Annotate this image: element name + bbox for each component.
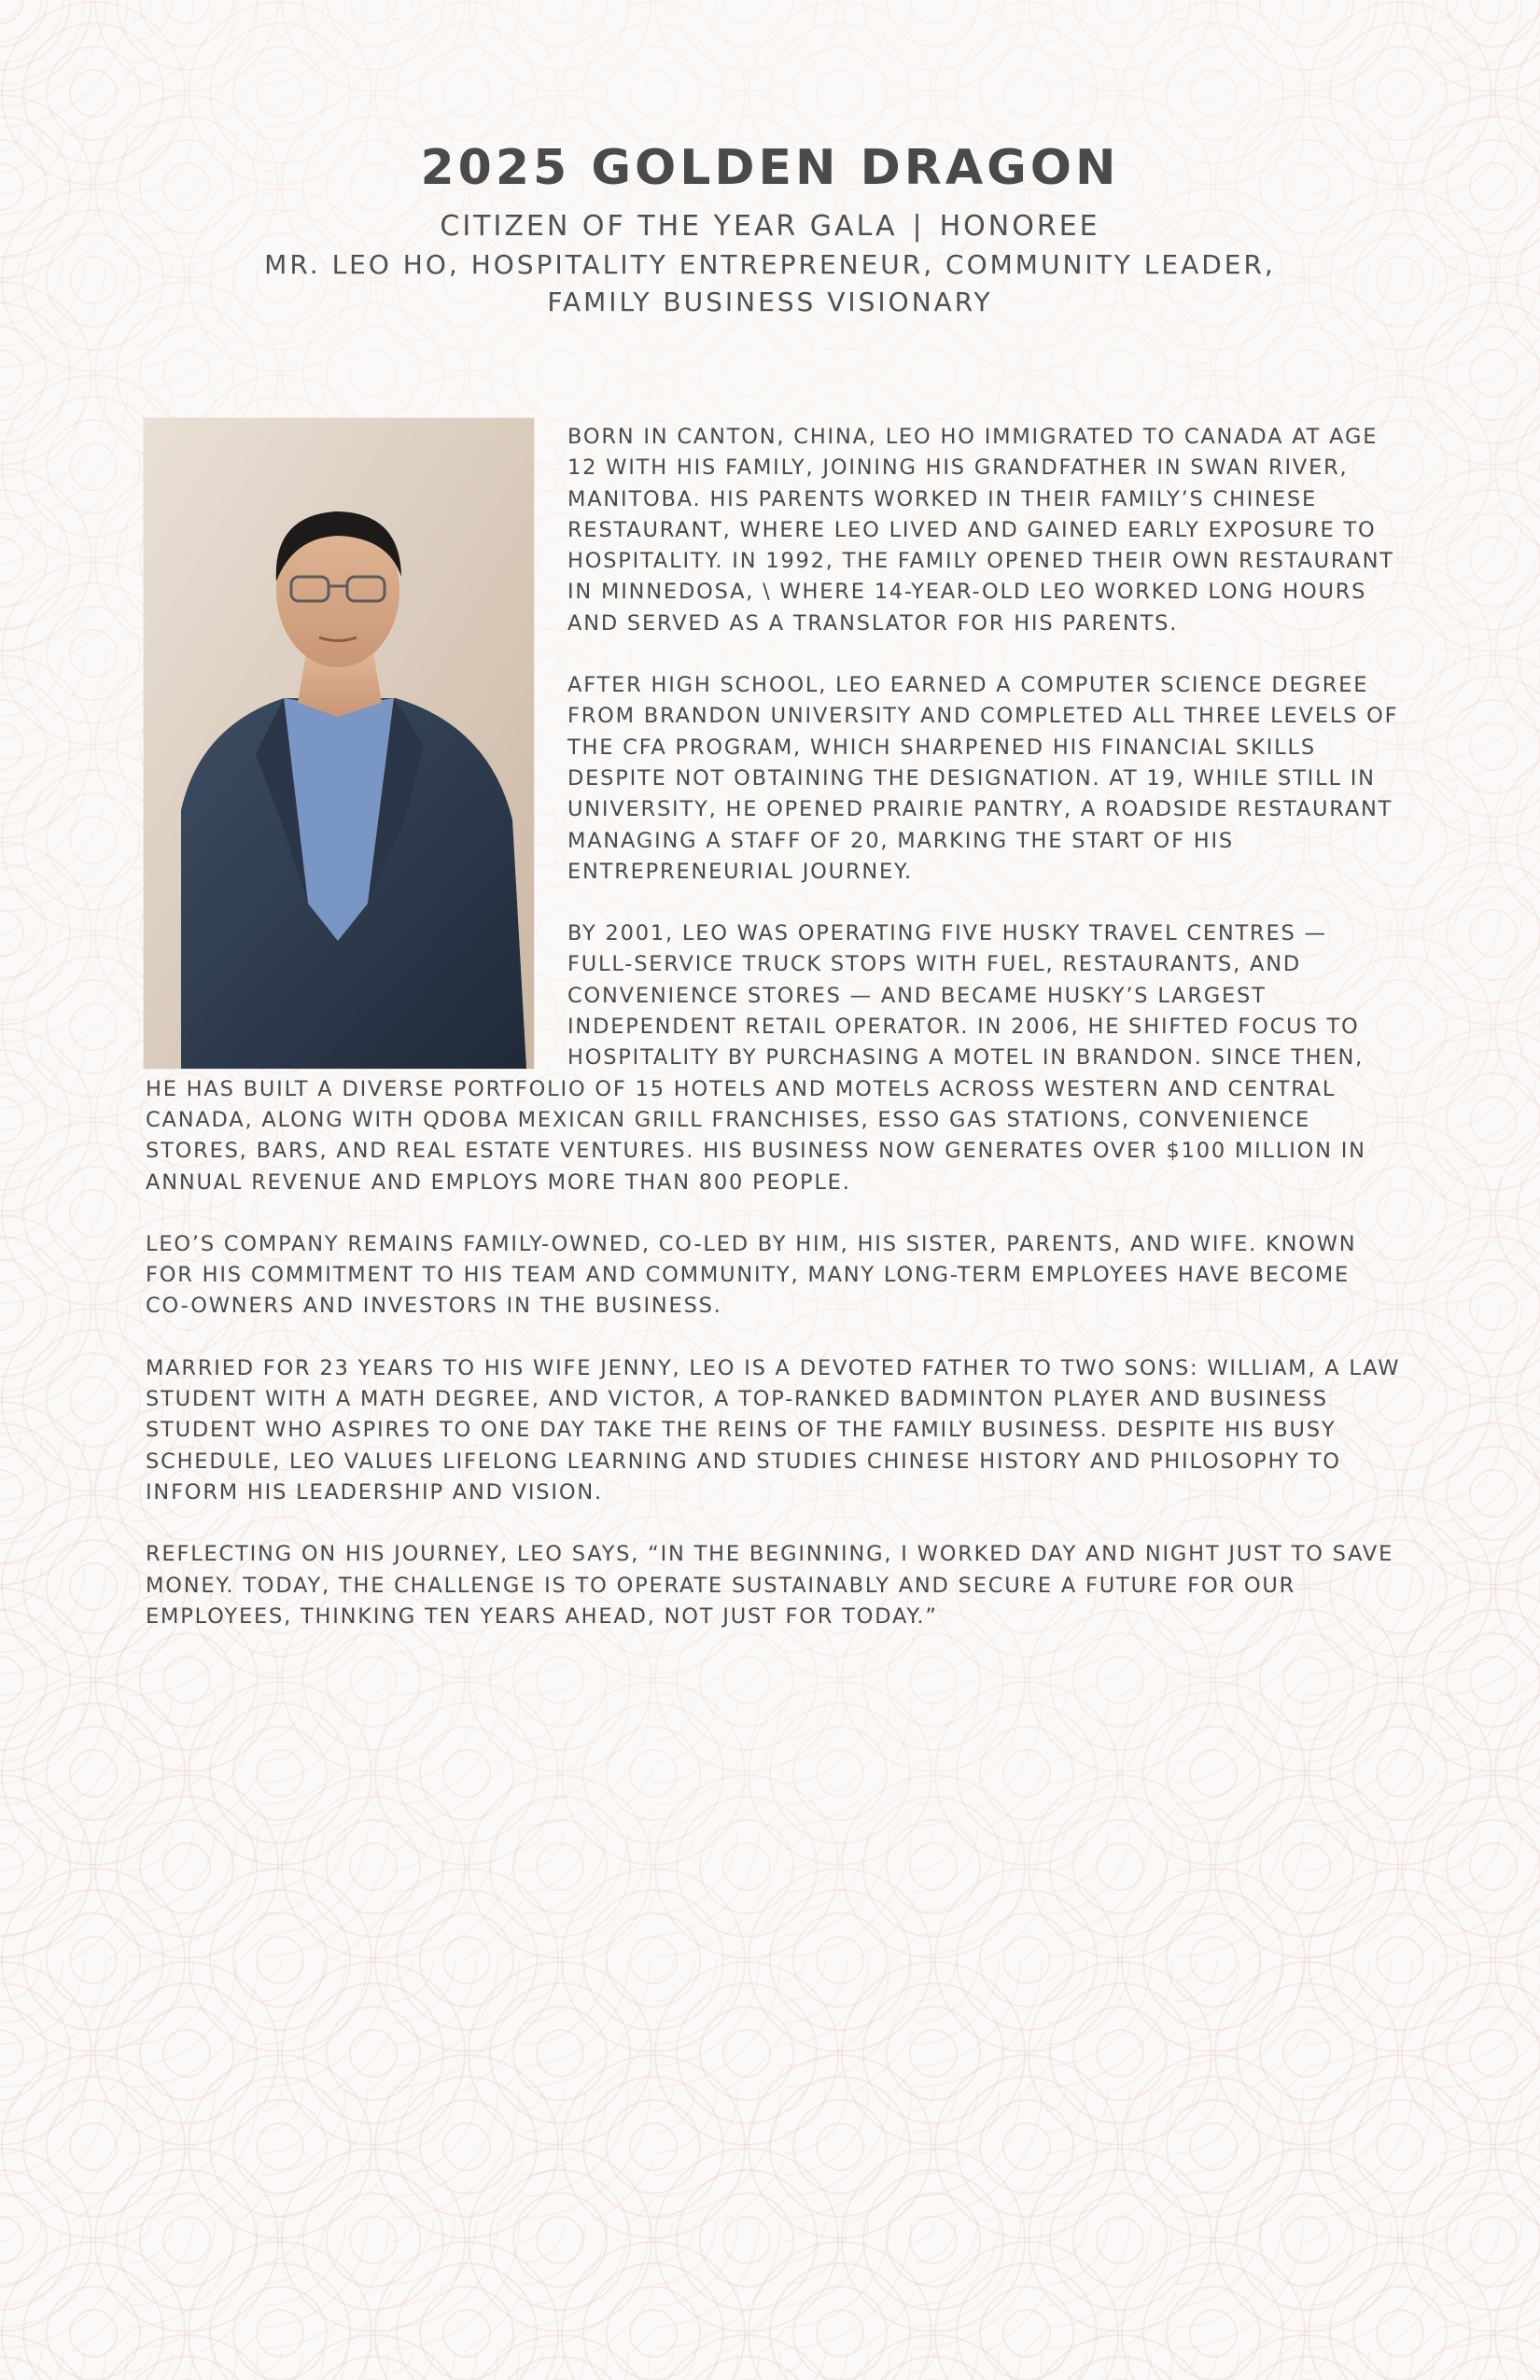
bio-paragraph-3: BY 2001, LEO WAS OPERATING FIVE HUSKY TRAVEL CENTRES — FULL-SERVICE TRUCK STOPS WITH FUEL, RESTAURANTS, AND CONVENIENCE STORES — AND BECAME HUSKY’S LARGEST INDEPENDENT RETAIL OPERATOR. IN 2006, HE SHIFTED FOCUS TO HOSPITALITY BY PURCHASING A MOTEL IN BRANDON. SINCE THEN, HE HAS BUILT A DIVERSE PORTFOLIO OF 15 HOTELS AND MOTELS ACROSS WESTERN AND CENTRAL CANADA, ALONG WITH QDOBA MEXICAN GRILL FRANCHISES, ESSO GAS STATIONS, CONVENIENCE STORES, BARS, AND REAL ESTATE VENTURES. HIS BUSINESS NOW GENERATES OVER $100 MILLION IN ANNUAL REVENUE AND EMPLOYS MORE THAN 800 PEOPLE. [146, 921, 1366, 1195]
portrait-spacer [146, 422, 567, 1055]
bio-paragraph-2: AFTER HIGH SCHOOL, LEO EARNED A COMPUTER SCIENCE DEGREE FROM BRANDON UNIVERSITY AND COMPLETED ALL THREE LEVELS OF THE CFA PROGRAM, WHICH SHARPENED HIS FINANCIAL SKILLS DESPITE NOT OBTAINING THE DESIGNATION. AT 19, WHILE STILL IN UNIVERSITY, HE OPENED PRAIRIE PANTRY, A ROADSIDE RESTAURANT MANAGING A STAFF OF 20, MARKING THE START OF HIS ENTREPRENEURIAL JOURNEY. [567, 673, 1399, 884]
page-title: 2025 GOLDEN DRAGON [420, 140, 1120, 196]
subtitle-honoree: HONOREE [939, 210, 1100, 243]
header [0, 140, 1540, 321]
biography [146, 422, 1401, 1663]
subtitle-divider: | [912, 210, 925, 243]
subtitle-line-3: FAMILY BUSINESS VISIONARY [547, 287, 993, 317]
bio-paragraph-6: REFLECTING ON HIS JOURNEY, LEO SAYS, “IN THE BEGINNING, I WORKED DAY AND NIGHT JUST TO SAVE MONEY. TODAY, THE CHALLENGE IS TO OPERATE SUSTAINABLY AND SECURE A FUTURE FOR OUR EMPLOYEES, THINKING TEN YEARS AHEAD, NOT JUST FOR TODAY.” [146, 1542, 1394, 1629]
subtitle-event: CITIZEN OF THE YEAR GALA [440, 210, 898, 243]
subtitle-line-2: MR. LEO HO, HOSPITALITY ENTREPRENEUR, COMMUNITY LEADER, [264, 249, 1276, 280]
bio-paragraph-1: BORN IN CANTON, CHINA, LEO HO IMMIGRATED TO CANADA AT AGE 12 WITH HIS FAMILY, JOINING HIS GRANDFATHER IN SWAN RIVER, MANITOBA. HIS PARENTS WORKED IN THEIR FAMILY’S CHINESE RESTAURANT, WHERE LEO LIVED AND GAINED EARLY EXPOSURE TO HOSPITALITY. IN 1992, THE FAMILY OPENED THEIR OWN RESTAURANT IN MINNEDOSA, \ WHERE 14-YEAR-OLD LEO WORKED LONG HOURS AND SERVED AS A TRANSLATOR FOR HIS PARENTS. [567, 425, 1394, 636]
bio-paragraph-5: MARRIED FOR 23 YEARS TO HIS WIFE JENNY, LEO IS A DEVOTED FATHER TO TWO SONS: WILLIAM, A LAW STUDENT WITH A MATH DEGREE, AND VICTOR, A TOP-RANKED BADMINTON PLAYER AND BUSINESS STUDENT WHO ASPIRES TO ONE DAY TAKE THE REINS OF THE FAMILY BUSINESS. DESPITE HIS BUSY SCHEDULE, LEO VALUES LIFELONG LEARNING AND STUDIES CHINESE HISTORY AND PHILOSOPHY TO INFORM HIS LEADERSHIP AND VISION. [146, 1355, 1401, 1505]
bio-paragraph-4: LEO’S COMPANY REMAINS FAMILY-OWNED, CO-LED BY HIM, HIS SISTER, PARENTS, AND WIFE. KNOWN FOR HIS COMMITMENT TO HIS TEAM AND COMMUNITY, MANY LONG-TERM EMPLOYEES HAVE BECOME CO-OWNERS AND INVESTORS IN THE BUSINESS. [146, 1231, 1357, 1319]
subtitle-line-1 [0, 207, 1540, 246]
